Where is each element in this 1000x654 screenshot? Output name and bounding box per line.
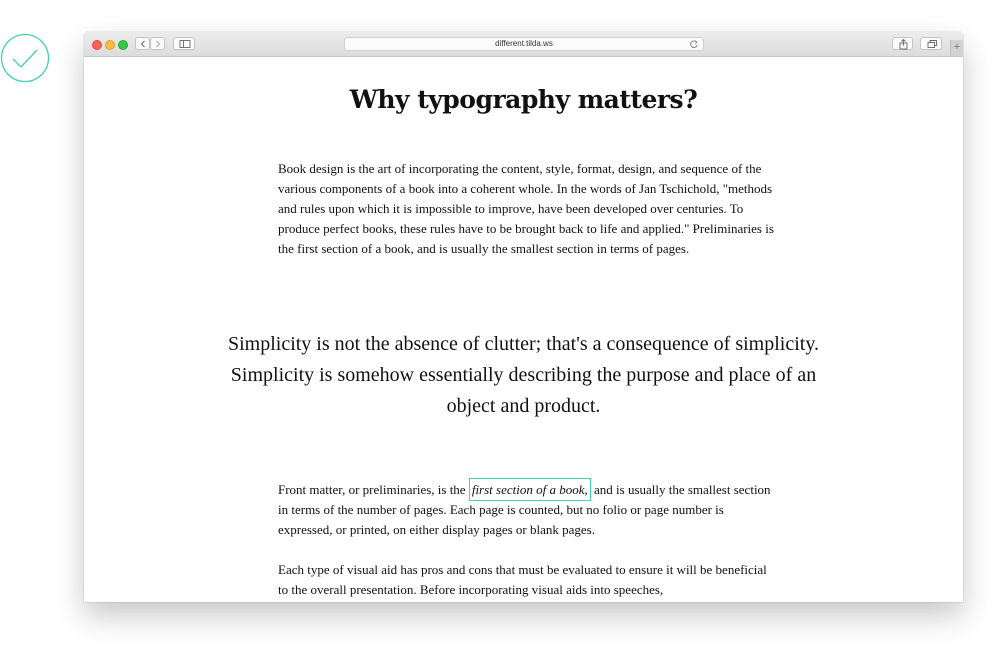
new-tab-button[interactable]: +: [950, 40, 963, 56]
url-text: different.tilda.ws: [495, 39, 553, 48]
chevron-left-icon: [136, 38, 151, 51]
paragraph-text: Front matter, or preliminaries, is the: [278, 482, 469, 497]
sidebar-icon: [174, 38, 196, 51]
browser-toolbar: [84, 32, 963, 57]
forward-button[interactable]: [150, 37, 165, 50]
checkmark-circle-icon: [0, 33, 50, 83]
highlighted-phrase[interactable]: first section of a book,: [469, 478, 591, 501]
minimize-window-button[interactable]: [105, 40, 115, 50]
tabs-overview-button[interactable]: [920, 37, 942, 50]
intro-paragraph: Book design is the art of incorporating the content, style, format, design, and sequence of the various components of a book into a coherent whole. In the words of Jan Tschichold, "methods and rules upon which it is impossible to improve, have been developed over centuries. To produce perfect books, these rules have to be brought back to life and applied." Preliminaries is the first section of a book, and is usually the smallest section in terms of pages.: [278, 161, 774, 256]
chevron-right-icon: [151, 38, 166, 51]
back-button[interactable]: [135, 37, 150, 50]
reload-icon[interactable]: [689, 39, 699, 49]
paragraph-text: and is usually the smallest section in terms of the number of pages. Each page is counted, but no folio or page number is expressed, or printed, on either display pages or blank pages.: [278, 482, 771, 537]
front-matter-paragraph: [278, 480, 778, 540]
page-title: Why typography matters?: [349, 85, 698, 114]
close-window-button[interactable]: [92, 40, 102, 50]
visual-aids-paragraph: Each type of visual aid has pros and cons that must be evaluated to ensure it will be beneficial to the overall presentation. Before incorporating visual aids into speeches,: [278, 562, 767, 597]
pull-quote: Simplicity is not the absence of clutter; that's a consequence of simplicity. Simplicity is somehow essentially describing the purpose and place of an object and product.: [227, 333, 820, 417]
sidebar-button[interactable]: [173, 37, 195, 50]
tabs-overview-icon: [921, 38, 943, 51]
share-icon: [893, 38, 914, 51]
browser-window: [84, 32, 963, 602]
share-button[interactable]: [892, 37, 913, 50]
page-content: [84, 57, 963, 602]
address-bar[interactable]: [344, 37, 704, 51]
zoom-window-button[interactable]: [118, 40, 128, 50]
